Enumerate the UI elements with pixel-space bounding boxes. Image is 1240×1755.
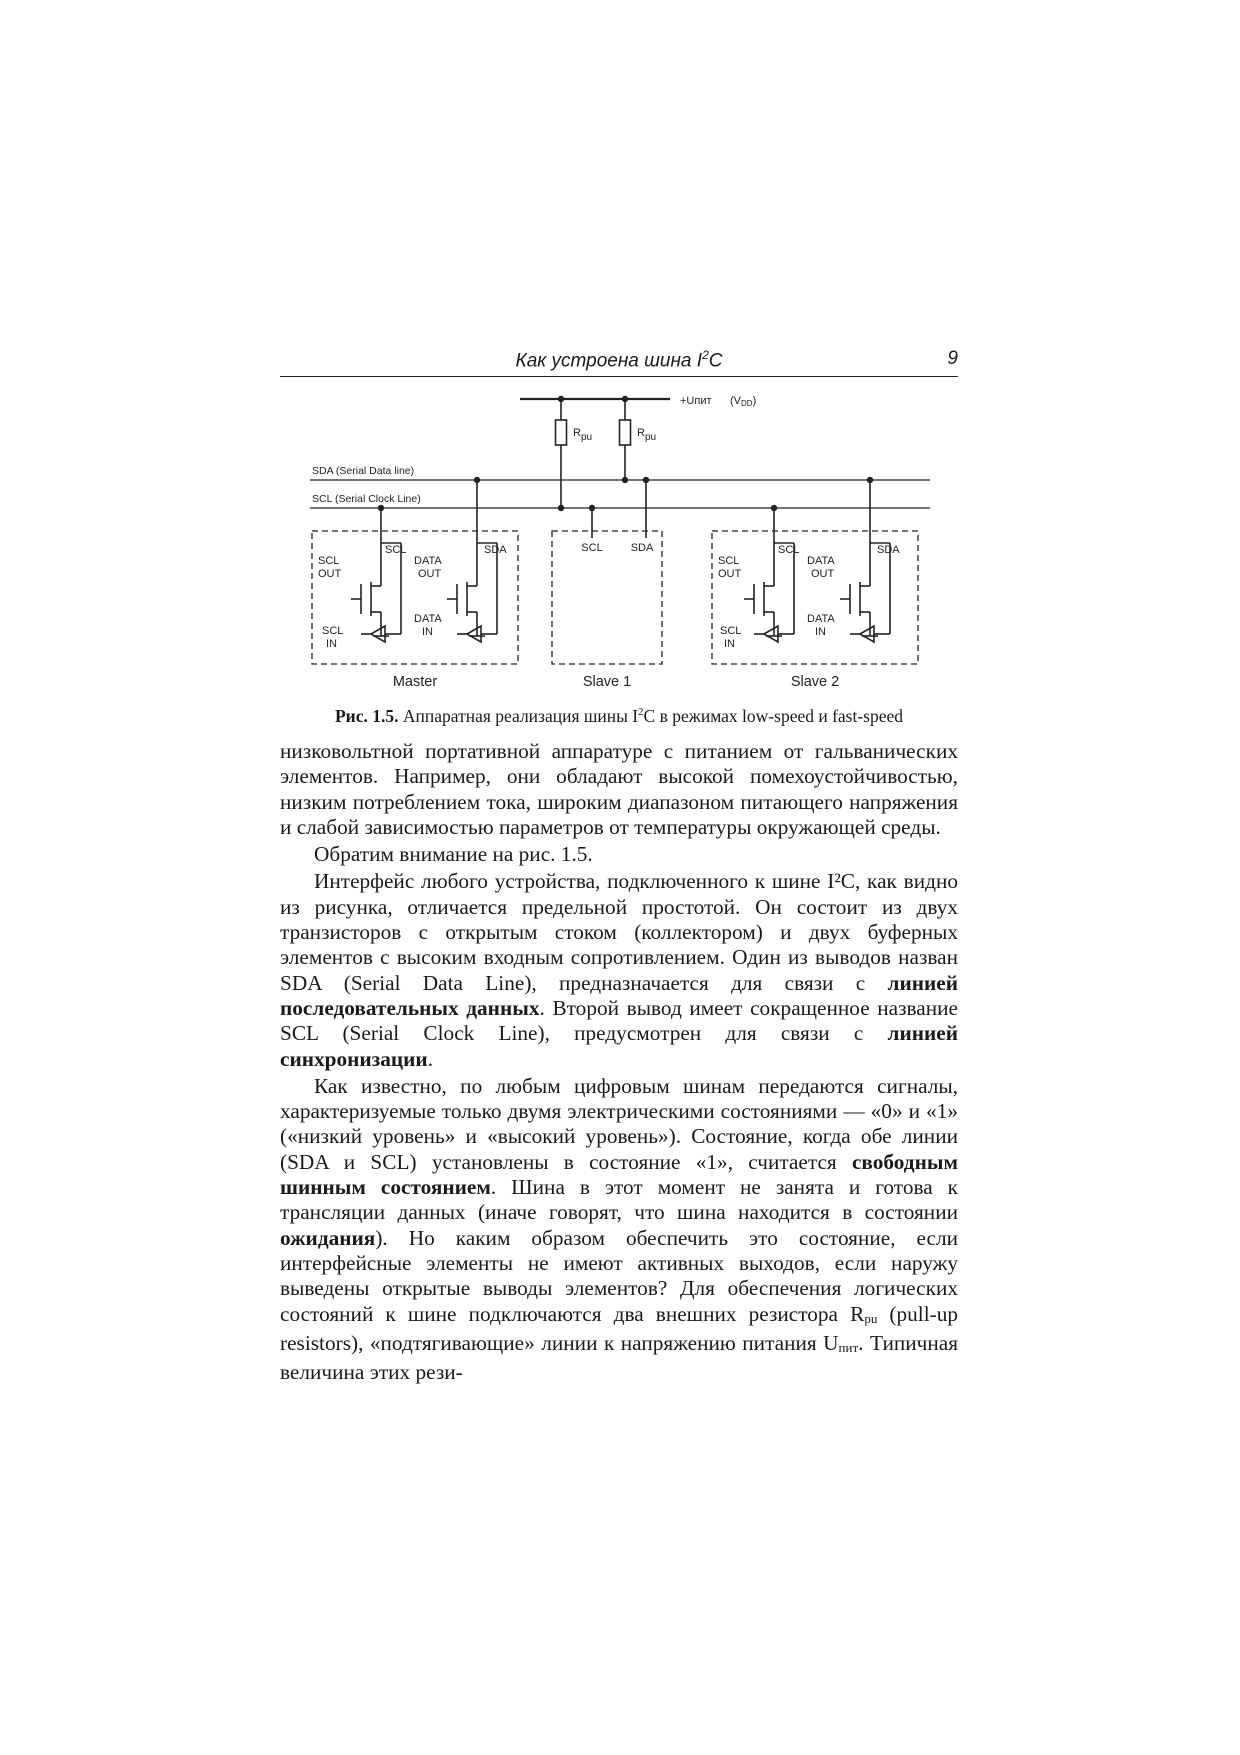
master-data-out-label: DATA OUT <box>414 555 442 580</box>
slave1-device <box>552 477 662 690</box>
slave2-data-out-label: DATA OUT <box>807 555 835 580</box>
slave2-scl-in-label: SCL IN <box>720 625 742 650</box>
master-scl-in-label: SCL IN <box>322 625 344 650</box>
i2c-circuit-figure <box>280 388 958 698</box>
sda-line-label: SDA (Serial Data line) <box>312 465 415 477</box>
master-scl-out-label: SCL OUT <box>318 555 342 580</box>
term-clock-line: линией синхронизации <box>280 1021 958 1071</box>
slave2-scl-pin-label: SCL <box>778 544 800 556</box>
pullup-resistor-sda <box>556 399 567 511</box>
term-free-bus-state: свободным шинным состоянием <box>280 1149 958 1200</box>
page-header <box>280 346 958 377</box>
paragraph-4: Как известно, по любым цифровым шинам передаются сигналы, характеризуемые только двумя электрическими состояниями — «0» и «1» («низкий уровень» и «высокий уровень»). Состояние, когда обе линии (SDA и SCL) установлены в состояние «1», считается свободным шинным состоянием. Шина в этот момент не занята и готова к трансляции данных (иначе говорят, что шина находится в состоянии ожидания). Но каким образом обеспечить это состояние, если интерфейсные элементы не имеют активных выходов, если наружу выведены открытые выводы элементов? Для обеспечения логических состояний к шине подключаются два внешних резистора Rpu (pull-up resistors), «подтягивающие» линии к напряжению питания Uпит. Типичная величина этих рези- <box>280 1073 959 1385</box>
slave2-scl-out-label: SCL OUT <box>718 555 742 580</box>
page-number: 9 <box>947 348 958 369</box>
slave2-device <box>712 477 918 690</box>
slave1-sda-pin-label: SDA <box>630 542 654 554</box>
figure-caption: Рис. 1.5. Аппаратная реализация шины $I^2C$ в режимах low-speed и fast-speed <box>334 705 904 726</box>
master-data-in-label: DATA IN <box>414 613 442 638</box>
vdd-label: (VDD) <box>730 395 757 408</box>
slave1-label: Slave 1 <box>582 674 632 690</box>
slave2-label: Slave 2 <box>790 674 840 690</box>
term-waiting: ожидания <box>280 1225 376 1250</box>
rpu-label-1: Rpu <box>573 427 593 443</box>
paragraph-1: низковольтной портативной аппаратуре с питанием от гальванических элементов. Например, они обладают высокой помехоустойчивостью, низким потреблением тока, широким диапазоном питающего напряжения и слабой зависимостью параметров от температуры окружающей среды. <box>280 739 958 839</box>
pullup-resistor-scl <box>620 399 631 483</box>
master-label: Master <box>392 674 438 690</box>
paragraph-3: Интерфейс любого устройства, подключенного к шине I²C, как видно из рисунка, отличается предельной простотой. Он состоит из двух транзисторов с открытым стоком (коллектором) и двух буферных элементов с высоким входным сопротивлением. Один из выводов назван SDA (Serial Data Line), предназначается для связи с линией последовательных данных. Второй вывод имеет сокращенное название SCL (Serial Clock Line), предусмотрен для связи с линией синхронизации. <box>280 869 959 1071</box>
power-rail <box>520 396 670 402</box>
body-text <box>280 739 958 1385</box>
master-scl-pin-label: SCL <box>385 544 407 556</box>
term-serial-data-line: линией последовательных данных <box>280 970 958 1020</box>
running-title: Как устроена шина $I^2C$ <box>515 348 723 372</box>
master-device <box>312 477 518 690</box>
scl-line-label: SCL (Serial Clock Line) <box>312 493 421 505</box>
i2c-circuit-diagram <box>280 388 958 698</box>
master-sda-pin-label: SDA <box>484 544 507 556</box>
caption-label: Рис. 1.5. <box>334 705 399 726</box>
paragraph-2: Обратим внимание на рис. 1.5. <box>314 842 593 867</box>
rpu-label-2: Rpu <box>637 427 657 443</box>
slave2-sda-pin-label: SDA <box>877 544 900 556</box>
slave1-scl-pin-label: SCL <box>581 542 603 554</box>
slave2-data-in-label: DATA IN <box>807 613 835 638</box>
power-label: +Uпит <box>680 395 712 407</box>
